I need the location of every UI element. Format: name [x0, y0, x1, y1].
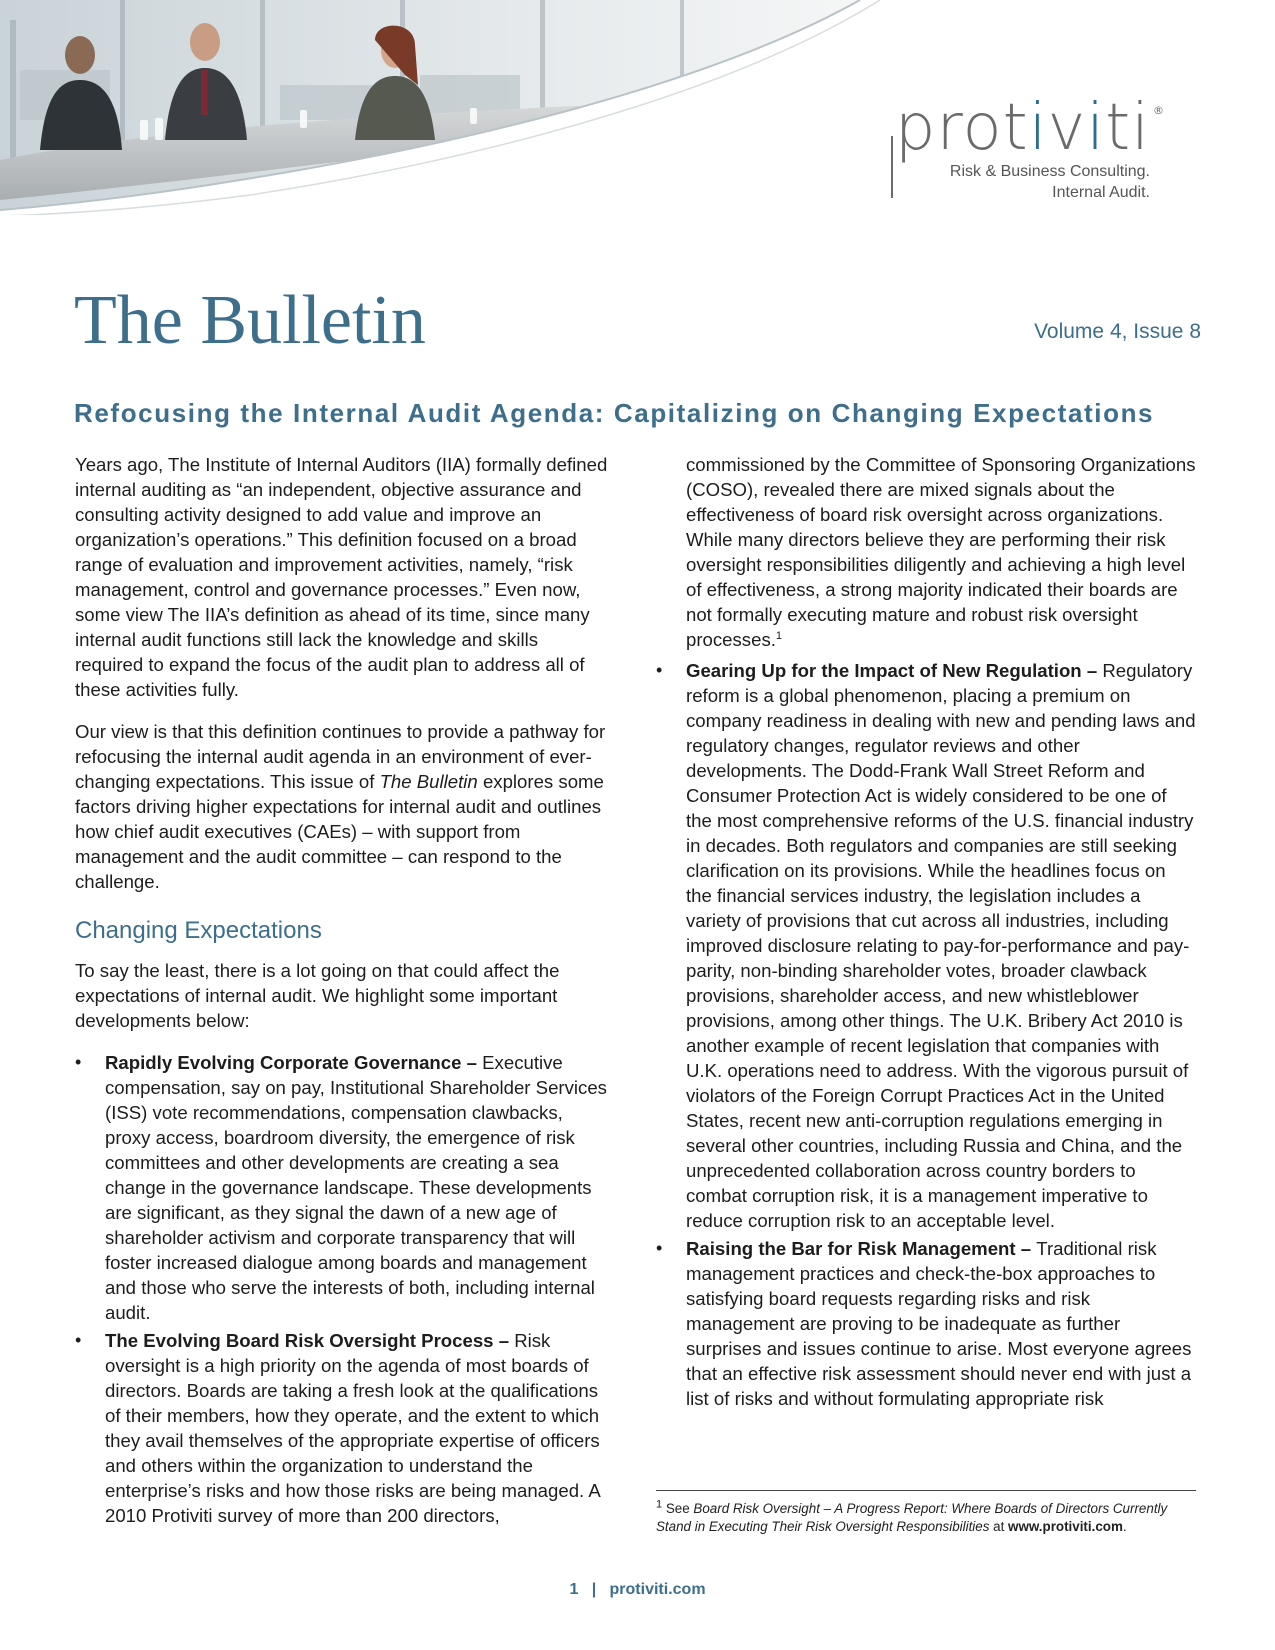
list-item	[75, 1050, 610, 1325]
page-footer	[0, 1581, 1275, 1599]
logo-text-suffix: ti	[1105, 91, 1150, 165]
protiviti-logo	[894, 91, 1164, 202]
bullet-title: Rapidly Evolving Corporate Governance –	[105, 1052, 483, 1073]
volume-issue: Volume 4, Issue 8	[1034, 320, 1201, 343]
list-item	[656, 1236, 1196, 1411]
footnote	[656, 1500, 1196, 1536]
bulletin-italic: The Bulletin	[379, 771, 478, 792]
list-item	[75, 1328, 610, 1528]
intro-paragraph: Years ago, The Institute of Internal Auditors (IIA) formally defined internal auditing as “an independent, objective assurance and consulting activity designed to add value and improve an organization’s operations.” This definition focused on a broad range of evaluation and improvement activities, namely, “risk management, control and governance processes.” Even now, some view The IIA’s definition as ahead of its time, since many internal audit functions still lack the knowledge and skills required to expand the focus of the audit plan to address all of these activities fully.	[75, 454, 608, 700]
footnote-end: .	[1122, 1519, 1127, 1534]
bullet-text: Risk oversight is a high priority on the agenda of most boards of directors. Boards are taking a fresh look at the qualifications of their members, how they operate, and the extent to which they avail themselves of the appropriate expertise of officers and others within the organization to understand the enterprise’s risks and how those risks are being managed. A 2010 Protiviti survey of more than 200 directors,	[105, 1330, 600, 1526]
bullet-title: Raising the Bar for Risk Management –	[686, 1238, 1037, 1259]
bullet-title: The Evolving Board Risk Oversight Process –	[105, 1330, 515, 1351]
footnote-see: See	[662, 1501, 694, 1516]
logo-divider	[891, 136, 893, 198]
logo-wordmark	[894, 91, 1150, 165]
logo-text-mid: v	[1047, 91, 1087, 165]
left-column	[75, 452, 610, 1531]
view-paragraph-text-b: explores some factors driving higher expectations for internal audit and outlines how chief audit executives (CAEs) – with support from management and the audit committee – can respond to the challenge.	[75, 771, 604, 892]
developments-list	[75, 1050, 610, 1528]
continued-text: commissioned by the Committee of Sponsoring Organizations (COSO), revealed there are mixed signals about the effectiveness of board risk oversight across organizations. While many directors believe they are performing their risk oversight responsibilities diligently and achieving a high level of effectiveness, a strong majority indicated their boards are not formally executing mature and robust risk oversight processes.	[686, 454, 1196, 650]
hero-photo	[0, 0, 900, 215]
logo-text-i1: i	[1028, 91, 1048, 165]
footnote-link[interactable]: www.protiviti.com	[1008, 1519, 1123, 1534]
right-column	[656, 452, 1196, 1414]
footnote-at: at	[989, 1519, 1009, 1534]
section-heading: Changing Expectations	[75, 917, 322, 944]
logo-tagline-2: Internal Audit.	[1052, 184, 1150, 201]
footer-site-link[interactable]: protiviti.com	[609, 1581, 706, 1598]
footnote-title: Board Risk Oversight – A Progress Report: Where Boards of Directors Currently Stand in Executing Their Risk Oversight Responsibilities	[656, 1501, 1168, 1534]
logo-tagline-1: Risk & Business Consulting.	[949, 163, 1150, 180]
footnote-ref: 1	[775, 629, 783, 642]
bullet-title: Gearing Up for the Impact of New Regulation –	[686, 660, 1103, 681]
expectations-paragraph: To say the least, there is a lot going on that could affect the expectations of internal audit. We highlight some important developments below:	[75, 960, 560, 1031]
footnote-divider	[656, 1490, 1196, 1491]
page-number: 1	[569, 1581, 579, 1598]
logo-text-i2: i	[1086, 91, 1106, 165]
footer-separator: |	[591, 1581, 597, 1598]
logo-text-prefix: prot	[894, 91, 1029, 165]
article-headline: Refocusing the Internal Audit Agenda: Capitalizing on Changing Expectations	[74, 398, 1155, 428]
bullet-text: Traditional risk management practices and check-the-box approaches to satisfying board requests regarding risks and risk management are proving to be inadequate as further surprises and issues continue to arise. Most everyone agrees that an effective risk assessment should never end with just a list of risks and without formulating appropriate risk	[686, 1238, 1192, 1409]
view-paragraph-text-a: Our view is that this definition continues to provide a pathway for refocusing the internal audit agenda in an environment of ever-changing expectations. This issue of	[75, 721, 606, 792]
registered-mark: ®	[1153, 104, 1164, 117]
bullet-text: Regulatory reform is a global phenomenon, placing a premium on company readiness in dealing with new and pending laws and regulatory changes, regulator reviews and other developments. The Dodd-Frank Wall Street Reform and Consumer Protection Act is widely considered to be one of the most comprehensive reforms of the U.S. financial industry in decades. Both regulators and companies are still seeking clarification on its provisions. While the headlines focus on the financial services industry, the legislation includes a variety of provisions that cut across all industries, including improved disclosure relating to pay-for-performance and pay-parity, non-binding shareholder votes, broader clawback provisions, shareholder access, and new whistleblower provisions, among other things. The U.K. Bribery Act 2010 is another example of recent legislation that companies with U.K. operations need to address. With the vigorous pursuit of violators of the Foreign Corrupt Practices Act in the United States, recent new anti-corruption regulations emerging in several other countries, including Russia and China, and the unprecedented collaboration across country borders to combat corruption risk, it is a management imperative to reduce corruption risk to an acceptable level.	[686, 660, 1196, 1231]
developments-list-continued	[656, 658, 1196, 1411]
list-item	[656, 658, 1196, 1233]
bullet-text: Executive compensation, say on pay, Institutional Shareholder Services (ISS) vote recommendations, compensation clawbacks, proxy access, boardroom diversity, the emergence of risk committees and other developments are creating a sea change in the governance landscape. These developments are significant, as they signal the dawn of a new age of shareholder activism and corporate transparency that will foster increased dialogue among boards and management and those who serve the interests of both, including internal audit.	[105, 1052, 607, 1323]
bullet-continuation	[656, 452, 1196, 652]
footnote-number: 1	[656, 1498, 663, 1511]
masthead-title: The Bulletin	[74, 282, 426, 359]
view-paragraph	[75, 719, 610, 894]
